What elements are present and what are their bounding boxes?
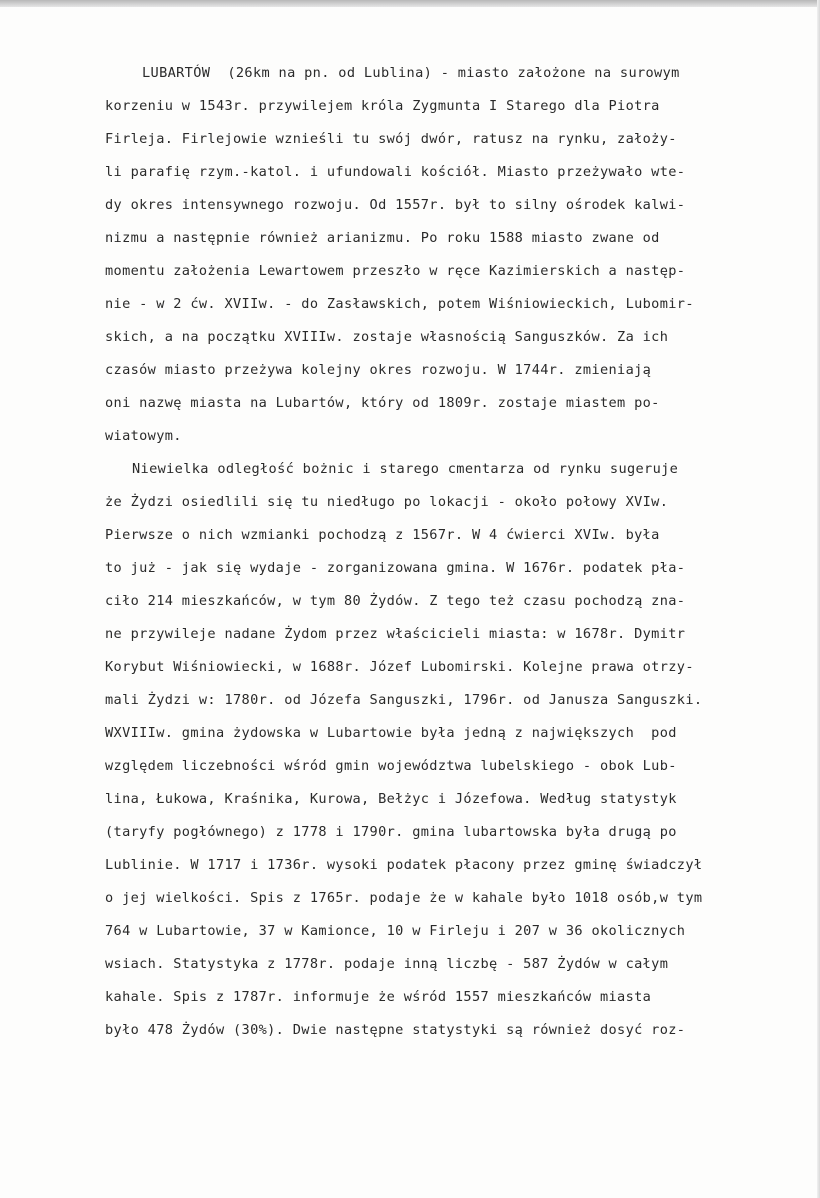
text-line: oni nazwę miasta na Lubartów, który od 1809r. zostaje miastem po- bbox=[105, 395, 660, 411]
text-line: nizmu a następnie również arianizmu. Po roku 1588 miasto zwane od bbox=[105, 230, 660, 246]
text-line: Niewielka odległość bożnic i starego cmentarza od rynku sugeruje bbox=[132, 461, 679, 477]
text-line: mali Żydzi w: 1780r. od Józefa Sanguszki, 1796r. od Janusza Sanguszki. bbox=[105, 692, 703, 708]
text-line: skich, a na początku XVIIIw. zostaje własnością Sanguszków. Za ich bbox=[105, 329, 669, 345]
text-line: nie - w 2 ćw. XVIIw. - do Zasławskich, potem Wiśniowieckich, Lubomir- bbox=[105, 296, 694, 312]
text-line: 764 w Lubartowie, 37 w Kamionce, 10 w Firleju i 207 w 36 okolicznych bbox=[105, 923, 686, 939]
text-line: dy okres intensywnego rozwoju. Od 1557r. był to silny ośrodek kalwi- bbox=[105, 197, 686, 213]
text-line: Lublinie. W 1717 i 1736r. wysoki podatek płacony przez gminę świadczył bbox=[105, 857, 703, 873]
text-line: wsiach. Statystyka z 1778r. podaje inną liczbę - 587 Żydów w całym bbox=[105, 956, 669, 972]
text-line: ciło 214 mieszkańców, w tym 80 Żydów. Z tego też czasu pochodzą zna- bbox=[105, 593, 686, 609]
text-line: WXVIIIw. gmina żydowska w Lubartowie była jedną z największych pod bbox=[105, 725, 677, 741]
text-line: Pierwsze o nich wzmianki pochodzą z 1567r. W 4 ćwierci XVIw. była bbox=[105, 527, 660, 543]
text-line: lina, Łukowa, Kraśnika, Kurowa, Bełżyc i Józefowa. Według statystyk bbox=[105, 791, 677, 807]
text-line: było 478 Żydów (30%). Dwie następne statystyki są również dosyć roz- bbox=[105, 1022, 686, 1038]
text-line: li parafię rzym.-katol. i ufundowali kościół. Miasto przeżywało wte- bbox=[105, 164, 686, 180]
text-line: ne przywileje nadane Żydom przez właścicieli miasta: w 1678r. Dymitr bbox=[105, 626, 686, 642]
text-line: że Żydzi osiedlili się tu niedługo po lokacji - około połowy XVIw. bbox=[105, 494, 669, 510]
text-line: to już - jak się wydaje - zorganizowana gmina. W 1676r. podatek pła- bbox=[105, 560, 686, 576]
text-line: LUBARTÓW (26km na pn. od Lublina) - miasto założone na surowym bbox=[142, 65, 680, 81]
text-line: o jej wielkości. Spis z 1765r. podaje że w kahale było 1018 osób,w tym bbox=[105, 890, 703, 906]
text-line: Firleja. Firlejowie wznieśli tu swój dwór, ratusz na rynku, założy- bbox=[105, 131, 677, 147]
text-line: czasów miasto przeżywa kolejny okres rozwoju. W 1744r. zmieniają bbox=[105, 362, 652, 378]
text-line: korzeniu w 1543r. przywilejem króla Zygmunta I Starego dla Piotra bbox=[105, 98, 660, 114]
text-line: Korybut Wiśniowiecki, w 1688r. Józef Lubomirski. Kolejne prawa otrzy- bbox=[105, 659, 694, 675]
text-line: (taryfy pogłównego) z 1778 i 1790r. gmina lubartowska była drugą po bbox=[105, 824, 677, 840]
text-line: momentu założenia Lewartowem przeszło w ręce Kazimierskich a następ- bbox=[105, 263, 686, 279]
text-line: względem liczebności wśród gmin województwa lubelskiego - obok Lub- bbox=[105, 758, 677, 774]
text-line: wiatowym. bbox=[105, 428, 182, 444]
scan-top-edge bbox=[0, 0, 820, 7]
text-line: kahale. Spis z 1787r. informuje że wśród 1557 mieszkańców miasta bbox=[105, 989, 652, 1005]
